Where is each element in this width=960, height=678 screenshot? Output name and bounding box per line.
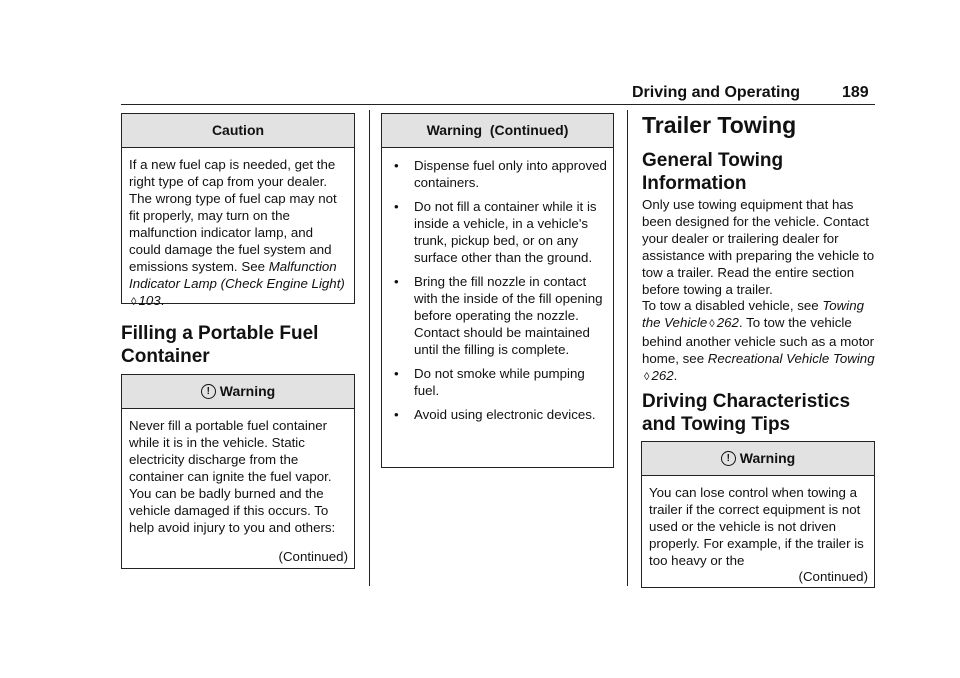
bullet-icon: • xyxy=(394,366,399,381)
list-item: • Do not smoke while pumping fuel. xyxy=(394,366,585,398)
warning-header xyxy=(642,442,874,476)
continued-label: (Continued) xyxy=(798,569,868,584)
warning-box-fuel-container xyxy=(121,374,355,569)
caution-period: . xyxy=(160,293,165,308)
caution-see-link[interactable]: Malfunction Indicator Lamp (Check Engine Light) xyxy=(129,259,345,291)
heading-driving-characteristics: Driving Characteristics and Towing Tips xyxy=(642,391,851,435)
warning-body xyxy=(642,476,874,569)
list-item: • Dispense fuel only into approved containers. xyxy=(394,158,607,190)
warning-icon: ! xyxy=(201,384,216,399)
caution-title: Caution xyxy=(122,114,354,148)
bullet-icon: • xyxy=(394,274,399,289)
towing-the-vehicle-page[interactable]: 262 xyxy=(716,315,739,330)
heading-filling-portable-fuel-container: Filling a Portable Fuel Container xyxy=(121,323,319,367)
continued-label: (Continued) xyxy=(278,549,348,564)
caution-box xyxy=(121,113,355,308)
bullet-icon: • xyxy=(394,199,399,214)
header-rule xyxy=(121,104,875,105)
caution-see-page[interactable]: 103 xyxy=(138,293,161,308)
column-divider-left xyxy=(369,110,370,586)
towing-reference-paragraph: To tow a disabled vehicle, see Towing the Vehicle ◊ 262. To tow the vehicle behind another vehicle such as a motor home, see Recreational Vehicle Towing◊ 262. xyxy=(642,297,876,386)
warning-continued-box xyxy=(381,113,614,468)
warning-bullet-list xyxy=(382,148,613,423)
bullet-icon: • xyxy=(394,407,399,422)
warning-header xyxy=(122,375,354,409)
recreational-vehicle-towing-link[interactable]: Recreational Vehicle Towing xyxy=(707,351,875,366)
warning-text: You can lose control when towing a trailer if the correct equipment is not used or the vehicle is not driven properly. For example, if the trailer is too heavy or the xyxy=(649,485,864,568)
list-item: • Avoid using electronic devices. xyxy=(394,407,596,422)
warning-icon: ! xyxy=(721,451,736,466)
warning-title: Warning xyxy=(219,383,276,399)
page-ref-icon: ◊ xyxy=(709,318,715,330)
list-item: • Bring the fill nozzle in contact with the inside of the fill opening before operating the nozzle. Contact should be maintained until the filling is complete. xyxy=(394,274,603,357)
page-number: 189 xyxy=(842,84,869,101)
warning-box-towing xyxy=(641,441,875,588)
list-item: • Do not fill a container while it is inside a vehicle, in a vehicle's trunk, pickup bed, or on any surface other than the ground. xyxy=(394,199,597,265)
warning-title: Warning xyxy=(739,450,796,466)
towing-the-vehicle-link[interactable]: Towing the Vehicle xyxy=(642,298,865,330)
section-title: Driving and Operating xyxy=(632,84,801,101)
page-ref-icon: ◊ xyxy=(131,296,137,308)
warning-body xyxy=(122,409,354,536)
warning-text: Never fill a portable fuel container while it is in the vehicle. Static electricity discharge from the container can ignite the fuel vapor. You can be badly burned and the vehicle damaged if this occurs. To help avoid injury to you and others: xyxy=(129,418,336,535)
page-heading-trailer-towing: Trailer Towing xyxy=(642,112,797,138)
caution-body xyxy=(122,148,354,311)
caution-see-prefix: See xyxy=(241,259,269,274)
general-towing-paragraph: Only use towing equipment that has been designed for the vehicle. Contact your dealer or trailering dealer for assistance with preparing the vehicle to tow a trailer. Read the entire section before towing a trailer. xyxy=(642,197,875,297)
column-divider-right xyxy=(627,110,628,586)
caution-text: If a new fuel cap is needed, get the right type of cap from your dealer. The wrong type of fuel cap may not fit properly, may turn on the malfunction indicator lamp, and could damage the fuel system and emissions system. xyxy=(129,157,337,274)
recreational-vehicle-towing-page[interactable]: 262 xyxy=(651,368,674,383)
heading-general-towing-information: General Towing Information xyxy=(642,150,784,194)
warning-continued-title: Warning (Continued) xyxy=(382,114,613,148)
page-ref-icon: ◊ xyxy=(644,371,650,383)
bullet-icon: • xyxy=(394,158,399,173)
